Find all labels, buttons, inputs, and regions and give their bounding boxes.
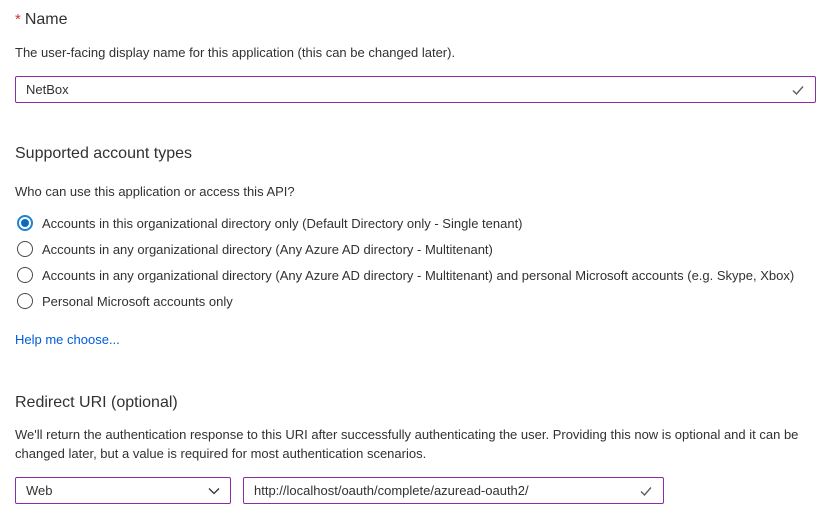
radio-button-icon[interactable] bbox=[17, 293, 33, 309]
platform-select-value: Web bbox=[26, 483, 53, 498]
name-field-wrap bbox=[15, 76, 816, 103]
radio-option-label: Accounts in any organizational directory (Any Azure AD directory - Multitenant) and personal Microsoft accounts (e.g. Skype, Xbox) bbox=[42, 267, 795, 283]
name-label: Name bbox=[24, 11, 68, 28]
name-input[interactable] bbox=[15, 76, 816, 103]
radio-button-icon[interactable] bbox=[17, 267, 33, 283]
name-description: The user-facing display name for this application (this can be changed later). bbox=[15, 45, 456, 60]
redirect-uri-description: We'll return the authentication response to this URI after successfully authenticating the user. Providing this now is optional and it can be changed later, but a value is required for most authentication scenarios. bbox=[15, 427, 799, 461]
name-section-title bbox=[15, 10, 816, 30]
radio-option-label: Accounts in any organizational directory (Any Azure AD directory - Multitenant) bbox=[42, 241, 493, 257]
account-types-title: Supported account types bbox=[15, 145, 193, 162]
radio-option-label: Accounts in this organizational directory only (Default Directory only - Single tenant) bbox=[42, 215, 523, 231]
redirect-uri-row bbox=[15, 477, 816, 504]
help-me-choose-link[interactable]: Help me choose... bbox=[15, 332, 120, 347]
radio-option-multitenant-personal[interactable] bbox=[17, 262, 816, 288]
radio-option-label: Personal Microsoft accounts only bbox=[42, 293, 233, 309]
radio-button-icon[interactable] bbox=[17, 241, 33, 257]
redirect-uri-title: Redirect URI (optional) bbox=[15, 394, 178, 411]
radio-option-personal-only[interactable] bbox=[17, 288, 816, 314]
required-asterisk: * bbox=[15, 11, 21, 28]
radio-option-single-tenant[interactable] bbox=[17, 210, 816, 236]
chevron-down-icon bbox=[207, 484, 221, 498]
platform-select[interactable] bbox=[15, 477, 231, 504]
radio-option-multitenant[interactable] bbox=[17, 236, 816, 262]
account-types-question: Who can use this application or access this API? bbox=[15, 184, 295, 199]
redirect-uri-input[interactable] bbox=[243, 477, 664, 504]
radio-button-icon[interactable] bbox=[17, 215, 33, 231]
account-types-radio-group bbox=[17, 210, 816, 314]
uri-field-wrap bbox=[243, 477, 664, 504]
